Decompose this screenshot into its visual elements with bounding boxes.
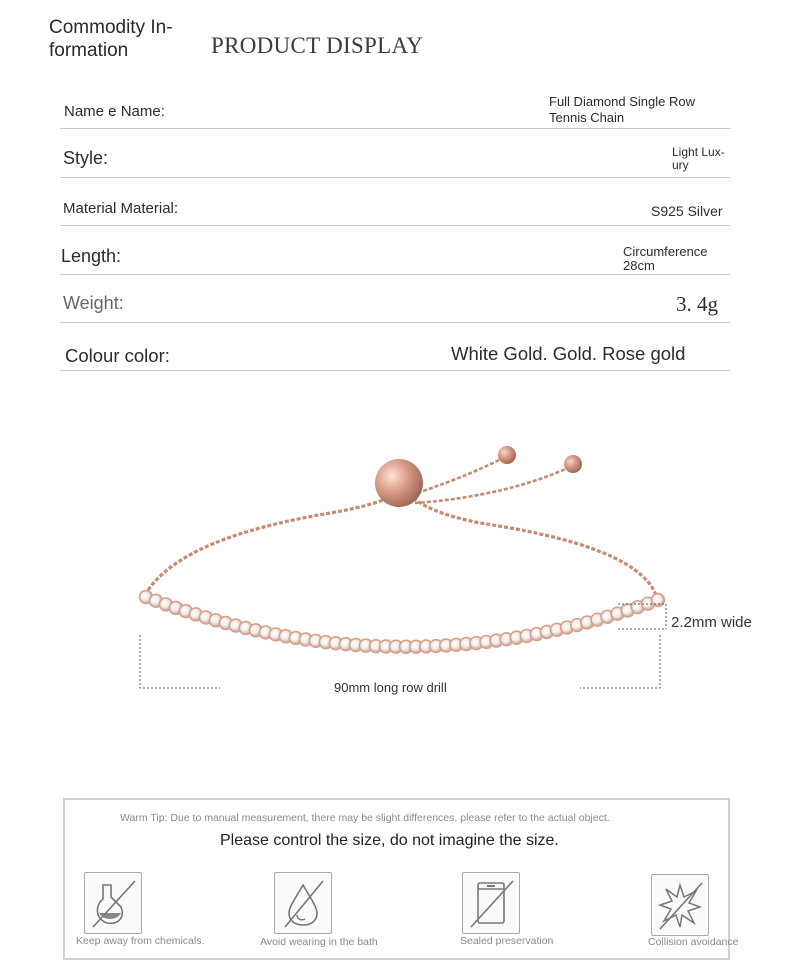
spec-label-weight: Weight: bbox=[63, 293, 124, 313]
chain-tail-1 bbox=[412, 457, 505, 495]
product-display-title: PRODUCT DISPLAY bbox=[211, 33, 424, 58]
spec-divider bbox=[60, 274, 730, 275]
spec-value-name: Full Diamond Single Row Tennis Chain bbox=[549, 94, 695, 125]
slider-bead bbox=[375, 459, 423, 507]
end-bead bbox=[498, 446, 516, 464]
spec-divider bbox=[60, 322, 730, 323]
spec-label-name: Name e Name: bbox=[64, 103, 165, 120]
diamond-row bbox=[139, 590, 665, 654]
bracelet-image bbox=[0, 395, 800, 775]
care-label-bath: Avoid wearing in the bath bbox=[260, 936, 378, 948]
spec-divider bbox=[60, 128, 730, 129]
care-label-collision: Collision avoidance bbox=[648, 936, 739, 948]
spec-value-style: Light Lux- ury bbox=[672, 145, 725, 172]
size-tip-text: Please control the size, do not imagine the size. bbox=[220, 832, 559, 849]
chain-right bbox=[410, 495, 656, 595]
width-dimension-label: 2.2mm wide bbox=[671, 614, 752, 631]
spec-value-material: S925 Silver bbox=[651, 203, 723, 219]
sealed-storage-icon bbox=[462, 872, 520, 934]
care-label-chemicals: Keep away from chemicals. bbox=[76, 935, 205, 947]
spec-label-style: Style: bbox=[63, 148, 109, 168]
no-bath-icon bbox=[274, 872, 332, 934]
care-label-sealed: Sealed preservation bbox=[460, 935, 554, 947]
length-guide-right bbox=[580, 635, 660, 688]
spec-divider bbox=[60, 370, 730, 371]
length-guide-left bbox=[140, 635, 220, 688]
length-dimension-label: 90mm long row drill bbox=[334, 680, 447, 695]
spec-value-length: Circumference 28cm bbox=[623, 244, 708, 273]
end-bead bbox=[564, 455, 582, 473]
spec-label-material: Material Material: bbox=[63, 200, 179, 217]
spec-label-colour: Colour color: bbox=[65, 345, 170, 366]
spec-divider bbox=[60, 177, 730, 178]
spec-divider bbox=[60, 225, 730, 226]
spec-label-length: Length: bbox=[61, 246, 122, 266]
spec-value-weight: 3. 4g bbox=[676, 292, 718, 316]
chain-tail-2 bbox=[415, 467, 570, 503]
collision-avoidance-icon bbox=[651, 874, 709, 936]
commodity-information-title: Commodity In- formation bbox=[49, 17, 173, 61]
spec-value-colour: White Gold. Gold. Rose gold bbox=[451, 343, 686, 364]
warm-tip-text: Warm Tip: Due to manual measurement, there may be slight differences, please refer to the actual object. bbox=[120, 812, 610, 824]
chain-left bbox=[148, 490, 400, 590]
no-chemicals-icon bbox=[84, 872, 142, 934]
